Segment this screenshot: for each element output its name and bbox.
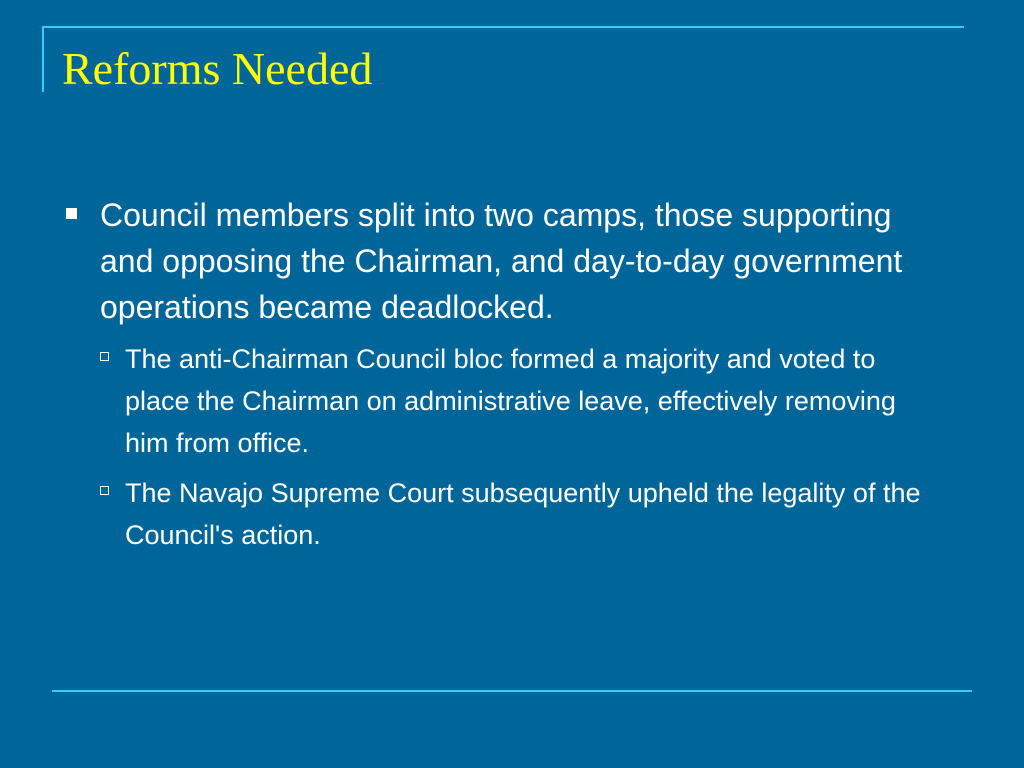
hollow-square-bullet-icon (100, 352, 109, 361)
bullet-text: Council members split into two camps, those supporting and opposing the Chairman, and day-to-day government operations became deadlocked. (100, 197, 903, 325)
bullet-item (62, 192, 962, 330)
slide-content (62, 192, 962, 564)
title-frame-left-line (42, 26, 44, 92)
title-frame-top-line (42, 26, 964, 28)
footer-divider-line (52, 690, 972, 692)
sub-bullet-item (100, 472, 962, 556)
slide-title: Reforms Needed (62, 43, 373, 94)
hollow-square-bullet-icon (100, 486, 109, 495)
sub-bullet-text: The anti-Chairman Council bloc formed a majority and voted to place the Chairman on administrative leave, effectively removing him from office. (125, 344, 896, 458)
sub-bullet-item (100, 338, 962, 464)
square-bullet-icon (66, 208, 77, 219)
sub-bullet-text: The Navajo Supreme Court subsequently upheld the legality of the Council's action. (125, 478, 921, 550)
